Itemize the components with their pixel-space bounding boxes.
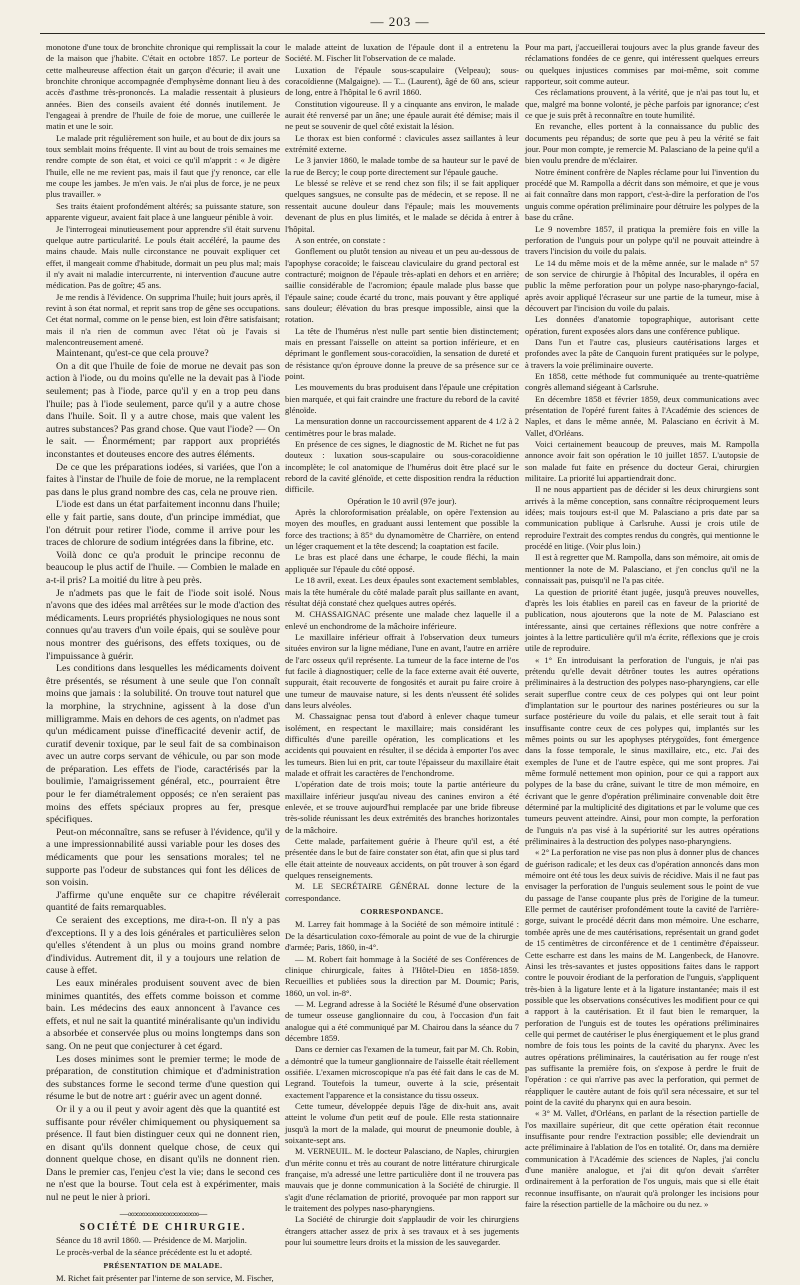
- paragraph: Les eaux minérales produisent souvent avec de bien minimes quantités, des effets comme boisson et comme bain. Les médecins des eaux annoncent à l'avance ces effets, et nul ne sait la quantité minéralisante qu'un individu a absorbée et conservée plus ou moins longtemps dans son sang. On ne peut que conjecturer à cet égard.: [46, 977, 280, 1052]
- paragraph: La question de priorité étant jugée, jusqu'à preuves nouvelles, d'après les lois établies en pareil cas en faveur de la priorité de publication, nous ajouterons que la note de M. Palasciano est intéressante, ainsi que certaines réflexions que notre confrère a jointes à la lettre particulière qu'il m'a écrite, réflexions que je crois utile de reproduire.: [525, 586, 759, 654]
- paragraph: Le maxillaire inférieur offrait à l'observation deux tumeurs situées environ sur la ligne médiane, l'une en avant, l'autre en arrière de l'arc osseux qu'il représente. La tumeur de la face interne de l'os fut facile à diagnostiquer; celle de la face externe avait été ouverte, suppurait, était recouverte de fongosités et aurait pu faire croire à une tumeur de mauvaise nature, si les dents n'eussent été solides dans leurs alvéoles.: [285, 631, 519, 710]
- paragraph: L'opération date de trois mois; toute la partie antérieure du maxillaire inférieur jusqu'au niveau des canines environ a été enlevée, et se trouve aujourd'hui remplacée par une bride fibreuse très-solide réunissant les deux extrémités des branches horizontales de la mâchoire.: [285, 779, 519, 835]
- paragraph: Le thorax est bien conformé : clavicules assez saillantes à leur extrémité externe.: [285, 132, 519, 155]
- paragraph: — M. Robert fait hommage à la Société de ses Conférences de clinique chirurgicale, faites à l'Hôtel-Dieu en 1858-1859. Recueillies et publiées sous la direction par M. Doumic; Paris, 1860, un vol. in-8°.: [285, 953, 519, 998]
- paragraph: M. LE SECRÉTAIRE GÉNÉRAL donne lecture de la correspondance.: [285, 881, 519, 903]
- paragraph: Les mouvements du bras produisent dans l'épaule une crépitation bien marquée, et qui fait craindre une fracture du rebord de la cavité glénoïde.: [285, 382, 519, 415]
- paragraph: De ce que les préparations iodées, si variées, que l'on a faites à l'instar de l'huile de foie de morue, ne la remplacent pas dans le plus grand nombre des cas, cela ne prouve rien.: [46, 461, 280, 498]
- paragraph: Ses traits étaient profondément altérés; sa puissante stature, son apparente vigueur, avaient fait place à une langueur pénible à voir.: [46, 200, 280, 223]
- paragraph: « 1° En introduisant la perforation de l'unguis, je n'ai pas prétendu qu'elle devait détrôner toutes les autres opérations préliminaires à la destruction des polypes naso-pharyngiens, car elle serait superflue contre ceux de ces polypes qui ont leur point d'implantation sur le pourtour des narines postérieures ou sur la surface postérieure du voile du palais, et elle serait tout à fait insuffisante contre ceux de ces polypes qui, implantés sur les mêmes points ou sur les apophyses ptérygoïdes, font émergence dans la fosse temporale, le sinus maxillaire, etc., etc. J'ai des exemples de l'une et de l'autre espèce, qui me sont propres. J'ai même formulé nettement mon opinion, pour ce qui a rapport aux polypes de la base du crâne, suivant le titre de mon mémoire, en écrivant que le genre d'opération préliminaire convenable doit être déterminé par la multiplicité des digitations et par le volume que ces tumeurs peuvent atteindre. Ainsi, pour mon compte, la perforation de l'unguis n'a pas visé à la supériorité sur les autres opérations préliminaires à la destruction des polypes naso-pharyngiens.: [525, 654, 759, 847]
- paragraph: Le malade prit régulièrement son huile, et au bout de dix jours sa toux semblait moins fréquente. Il vint au bout de trois semaines me rendre compte de son état, et voici ce qu'il m'apprit : « Je digère l'huile, elle ne me revient pas, mais il faut que j'y renonce, car elle me coupe les jambes. Je m'en vais. Je n'ai plus de force, je ne peux plus travailler. »: [46, 132, 280, 200]
- subsection-title: CORRESPONDANCE.: [360, 907, 444, 917]
- paragraph: Voici certainement beaucoup de preuves, mais M. Rampolla annonce avoir fait son opération le 10 juillet 1857. L'autopsie de son malade fut faite en présence du docteur Gerai, chirurgien militaire. La priorité lui appartiendrait donc.: [525, 439, 759, 484]
- paragraph: J'affirme qu'une enquête sur ce chapitre révélerait quantité de faits remarquables.: [46, 889, 280, 914]
- paragraph: — M. Legrand adresse à la Société le Résumé d'une observation de tumeur osseuse ganglionnaire du cou, à l'occasion d'un fait analogue qui a été communiqué par M. Chairou dans la séance du 7 décembre 1859.: [285, 998, 519, 1043]
- paragraph: Ce seraient des exceptions, me dira-t-on. Il n'y a pas d'exceptions. Il y a des lois générales et particulières selon qu'elles s'étendent à un plus ou moins grand nombre d'individus. Autrement dit, il y a toujours une relation de cause à effet.: [46, 915, 280, 977]
- paragraph: Dans l'un et l'autre cas, plusieurs cautérisations larges et profondes avec la pâte de Canquoin furent pratiquées sur le polype, à travers la voie préliminaire ouverte.: [525, 336, 759, 370]
- paragraph: Le bras est placé dans une écharpe, le coude fléchi, la main appliquée sur l'épaule du côté opposé.: [285, 552, 519, 574]
- paragraph: Je me rendis à l'évidence. On supprima l'huile; huit jours après, il revint à son état normal, et reprit sans trop de gêne ses occupations. Cet état normal, comme on le pense bien, est loin d'être satisfaisant; mais il n'a rien de commun avec l'état où je l'avais si malencontreusement amené.: [46, 291, 280, 347]
- column-left: [46, 42, 280, 1284]
- paragraph: La mensuration donne un raccourcissement apparent de 4 1/2 à 2 centimètres pour le bras malade.: [285, 416, 519, 438]
- paragraph: Voilà donc ce qu'a produit le principe reconnu de beaucoup le plus actif de l'huile. — Combien le malade en a-t-il pris? La moitié du litre à peu près.: [46, 549, 280, 586]
- paragraph: En 1858, cette méthode fut communiquée au trente-quatrième congrès allemand siégeant à Carlsruhe.: [525, 370, 759, 393]
- paragraph: Le 14 du même mois et de la même année, sur le malade n° 57 de son service de chirurgie à l'hôpital des Incurables, il opéra en public la même perforation pour un polype naso-pharyngo-facial, après avoir appliqué l'écraseur sur une partie de la tumeur, mise à découvert par l'incision du voile du palais.: [525, 257, 759, 313]
- section-ornament: —∞∞∞∞∞∞∞∞∞∞∞∞∞—: [119, 1208, 207, 1219]
- paragraph: Gonflement ou plutôt tension au niveau et un peu au-dessous de l'apophyse coracoïde; le faisceau claviculaire du grand pectoral est contracturé; moignon de l'épaule très-aplati en dehors et en arrière; saillie considérable de l'acromion; épaule malade plus basse que l'épaule saine; coude écarté du tronc, mais pouvant y être appliqué sans douleur; élévation du bras presque impossible, ainsi que la rotation.: [285, 246, 519, 325]
- paragraph: Je l'interrogeai minutieusement pour apprendre s'il était survenu quelque autre particularité. Le pouls était accéléré, la paume des mains chaude. Mais nulle circonstance ne pouvait expliquer cet effet, il mangeait comme d'habitude, dormait un peu plus mal; mais il n'y avait ni maladie intercurrente, ni intervention d'aucune autre médication. Pas de goître; 45 ans.: [46, 223, 280, 291]
- section-title: SOCIÉTÉ DE CHIRURGIE.: [79, 1222, 247, 1233]
- paragraph: Il est à regretter que M. Rampolla, dans son mémoire, ait omis de mentionner la note de M. Palasciano, et j'en conclus qu'il ne la connaissait pas, puisqu'il ne l'a pas citée.: [525, 552, 759, 586]
- paragraph: M. VERNEUIL. M. le docteur Palasciano, de Naples, chirurgien d'un mérite connu et très au courant de notre littérature chirurgicale française, m'a adressé une lettre particulière dont il ne trouvera pas mauvais que je donne communication à la Société de chirurgie. Il s'agit d'une réclamation de priorité, provoquée par mon rapport sur le traitement des polypes naso-pharyngiens.: [285, 1146, 519, 1214]
- paragraph: Il ne nous appartient pas de décider si les deux chirurgiens sont arrivés à la même conception, sans connaître réciproquement leurs idées; mais toujours est-il que M. Palasciano a pris date par sa communication publique à Carlsruhe. Aussi je crois utile de reproduire l'extrait des comptes rendus du congrès, qui mentionne le procédé en litige. (Voir plus loin.): [525, 484, 759, 552]
- paragraph: Or il y a ou il peut y avoir agent dès que la quantité est suffisante pour révéler chimiquement ou physiquement sa présence. Il faut bien distinguer ceux qui ne donnent rien, en disant qu'ils donnent quelque chose, de ceux qui donnent quelque chose, en disant qu'ils ne donnent rien. Dans le premier cas, l'enjeu c'est la vie; dans le second ces ne n'est que la bourse. Tout cela est à expérimenter, mais nul ne peut le nier à priori.: [46, 1103, 280, 1204]
- paragraph: Peut-on méconnaître, sans se refuser à l'évidence, qu'il y a une impressionnabilité aussi variable pour les doses des médicaments que pour les sensations morales; tel ne supporte pas l'odeur de substances qui font les délices de son voisin.: [46, 826, 280, 889]
- paragraph: « 2° La perforation ne vise pas non plus à donner plus de chances de guérison radicale; et les deux cas d'opération annoncés dans mon mémoire ont été tous les deux suivis de récidive. Mais il ne faut pas envisager la perforation de l'unguis seulement sous le point de vue du passage de l'anse coupante plus près de l'origine de la tumeur. Elle permet de cautériser profondément toute la cavité de l'arrière-gorge, suivant le procédé décrit dans mon mémoire. Une escharre, tombée après une de mes cautérisations, représentait un grand godet de 15 centimètres de circonférence et de 1 centimètre d'épaisseur. Cette escharre est dans les mains de M. Langenbeck, de Hanovre. Ainsi les très-savantes et justes oppositions faites dans le rapport contre le pouvoir érodiant de la perforation de l'unguis, s'appliquent très-bien à la ligature lente et à la ligature instantanée; mais il est possible que les observations consécutives les modifient pour ce qui a rapport à la cautérisation. Et il faut bien le remarquer, la perforation de l'unguis est de toutes les opérations préliminaires celle qui permet de cautériser le plus énergiquement et le plus grand nombre de fois tous les points de la cavité du pharynx. Avec les autres opérations préliminaires, la cautérisation au fer rouge n'est pas suffisante la première fois, on s'expose à perdre le fruit de l'opération : ce qui n'arrive pas avec la perforation, qui permet de réappliquer le cautère autant de fois qu'il sera nécessaire, et sur tel point de la cavité du pharynx qui en aura besoin.: [525, 847, 759, 1107]
- paragraph: M. Larrey fait hommage à la Société de son mémoire intitulé : De la désarticulation coxo-fémorale au point de vue de la chirurgie d'armée; Paris, 1860, in-4°.: [285, 919, 519, 953]
- paragraph: En présence de ces signes, le diagnostic de M. Richet ne fut pas douteux : luxation sous-scapulaire ou sous-coracoïdienne incomplète; le col anatomique de l'humérus doit être placé sur le rebord de la cavité glénoïde, et cette disposition rendra la réduction difficile.: [285, 439, 519, 495]
- paragraph: La tête de l'humérus n'est nulle part sentie bien distinctement; mais en pressant l'aisselle on atteint sa portion inférieure, et en déprimant le gonflement sous-coracoïdien, la sensation de dureté et de résistance qu'on éprouve donne la preuve de sa présence sur ce point.: [285, 325, 519, 381]
- paragraph: Les conditions dans lesquelles les médicaments doivent être présentés, se résument à une seule que l'on connaît moins que jamais : la solubilité. On trouve tout naturel que la morphine, la strychnine, agissent à la dose d'un milligramme. Mais en dehors de ces agents, on n'admet pas qu'un médicament puisse d'inefficacité devenir actif, de curatif devenir toxique, par le seul fait de sa combinaison avec un autre corps servant de véhicule, ou par son mode de préparation. Les effets de l'iode, caractérisés par la boulimie, l'amaigrissement général, etc., pourraient être pour le fer diamétralement opposés; ce n'en seraient pas moins des effets spéciaux propres au fer, presque spécifiques.: [46, 663, 280, 826]
- seance-line: Séance du 18 avril 1860. — Présidence de M. Marjolin.: [56, 1235, 247, 1246]
- paragraph: le malade atteint de luxation de l'épaule dont il a entretenu la Société. M. Fischer lit l'observation de ce malade.: [285, 42, 519, 64]
- paragraph: M. Richet fait présenter par l'interne de son service, M. Fischer,: [56, 1273, 274, 1284]
- paragraph: Ces réclamations prouvent, à la vérité, que je n'ai pas tout lu, et que, malgré ma bonne volonté, je pèche parfois par ignorance; c'est ce que je suis prêt à reconnaître en toute humilité.: [525, 87, 759, 121]
- paragraph: M. CHASSAIGNAC présente une malade chez laquelle il a enlevé un enchondrome de la mâchoire inférieure.: [285, 609, 519, 631]
- paragraph: Cette tumeur, développée depuis l'âge de dix-huit ans, avait atteint le volume d'un petit œuf de poule. Elle resta stationnaire jusqu'à la mort de la malade, qui mourut de pneumonie double, à soixante-sept ans.: [285, 1100, 519, 1145]
- paragraph: Le 9 novembre 1857, il pratiqua la première fois en ville la perforation de l'unguis pour un polype qu'il ne pouvait atteindre à travers l'incision du voile du palais.: [525, 223, 759, 257]
- paragraph: Cette malade, parfaitement guérie à l'heure qu'il est, a été présentée dans le but de faire constater son état, afin que si plus tard elle était atteinte de nouveaux accidents, on pût trouver à son égard quelques renseignements.: [285, 836, 519, 881]
- paragraph: Le blessé se relève et se rend chez son fils; il se fait appliquer quelques sangsues, ne consulte pas de médecin, et se repose. Il ne ressentait aucune douleur dans l'épaule; mais les mouvements devenant de plus en plus limités, et le malade se décida à entrer à l'hôpital.: [285, 178, 519, 234]
- paragraph: M. Chassaignac pensa tout d'abord à enlever chaque tumeur isolément, en respectant le maxillaire; mais considérant les difficultés d'une pareille opération, les complications et les accidents qui pouvaient en résulter, il se décida à emporter l'os avec les tumeurs. Bien lui en prit, car toute l'épaisseur du maxillaire était malade et offrait les caractères de l'enchondrome.: [285, 711, 519, 778]
- paragraph: On a dit que l'huile de foie de morue ne devait pas son action à l'iode, ou du moins qu'elle ne la devait pas à l'iode seulement; pas à l'iode, parce qu'il y en a trop peu dans l'huile; pas à l'iode seulement, parce qu'il y a autre chose dans l'huile. Soit. Il y a autre chose, mais que valent les autres substances? Pas grand chose. Que vaut l'iode? — On le sait. — Énormément; par rapport aux propriétés inconstantes et douteuses encore des autres éléments.: [46, 360, 280, 461]
- column-middle: [285, 42, 519, 1248]
- header-rule: [40, 33, 765, 34]
- paragraph: A son entrée, on constate :: [295, 234, 386, 245]
- paragraph: Luxation de l'épaule sous-scapulaire (Velpeau); sous-coracoïdienne (Malgaigne). — T... (Laurent), âgé de 60 ans, scieur de long, entre à l'hôpital le 6 avril 1860.: [285, 64, 519, 98]
- paragraph: En décembre 1858 et février 1859, deux communications avec présentation de l'opéré furent faites à l'Académie des sciences de Naples, et dans le même année, M. Palasciano en écrivit à M. Vallet, d'Orléans.: [525, 393, 759, 438]
- paragraph: Le 18 avril, exeat. Les deux épaules sont exactement semblables, mais la tête humérale du côté malade paraît plus saillante en avant, résultat déjà constaté chez quelques autres opérés.: [285, 575, 519, 608]
- paragraph: Je n'admets pas que le fait de l'iode soit isolé. Nous n'avons que des idées mal arrêtées sur le mode d'action des médicaments. Leurs propriétés physiologiques ne nous sont connues qu'au travers d'un voile épais, qui se soulève pour nous montrer des guérisons, des effets toxiques, ou de l'impuissance à guérir.: [46, 587, 280, 662]
- paragraph: Pour ma part, j'accueillerai toujours avec la plus grande faveur des réclamations fondées de ce genre, qui intéressent quelques erreurs ou quelques injustices commises par moi-même, soit comme rapporteur, soit comme auteur.: [525, 42, 759, 87]
- proces-verbal: Le procès-verbal de la séance précédente est lu et adopté.: [56, 1246, 252, 1257]
- paragraph: La Société de chirurgie doit s'applaudir de voir les chirurgiens étrangers attacher assez de prix à ses travaux et à ses jugements pour lui soumettre leurs droits et la mission de les sauvegarder.: [285, 1214, 519, 1248]
- column-right: [525, 42, 759, 1210]
- paragraph: Opération le 10 avril (97e jour).: [347, 495, 457, 506]
- paragraph: Le 3 janvier 1860, le malade tombe de sa hauteur sur le pavé de la rue de Bercy; le coup porte directement sur l'épaule gauche.: [285, 155, 519, 177]
- paragraph: Notre éminent confrère de Naples réclame pour lui l'invention du procédé que M. Rampolla a décrit dans son mémoire, et que je vous ai fait connaître dans mon rapport, c'est-à-dire la perforation de l'os unguis comme opération préliminaire pour détruire les polypes de la base du crâne.: [525, 166, 759, 223]
- paragraph: Dans ce dernier cas l'examen de la tumeur, fait par M. Ch. Robin, a démontré que la tumeur ganglionnaire de l'aisselle était réellement ossifiée. L'examen microscopique n'a pas été fait dans le cas de M. Legrand. Toutefois la tumeur, ouverte à la scie, présentait exactement l'apparence et la consistance du tissu osseux.: [285, 1044, 519, 1100]
- paragraph: En revanche, elles portent à la connaissance du public des documents peu répandus; de sorte que peu à peu la vérité se fait jour. Pour mon compte, je remercie M. Palasciano de la peine qu'il a bien voulu prendre de m'éclairer.: [525, 121, 759, 166]
- page-number: — 203 —: [370, 14, 430, 29]
- paragraph: Constitution vigoureuse. Il y a cinquante ans environ, le malade aurait été renversé par un âne; une épaule aurait été démise; mais il ne peut se souvenir de quel côté existait la lésion.: [285, 98, 519, 132]
- paragraph: monotone d'une toux de bronchite chronique qui remplissait la cour de la maison que j'habite. C'était en octobre 1857. Le porteur de cette malheureuse affection était un garçon d'écurie; il avait une bronchite chronique accompagnée d'emphysème donnant lieu à des accès d'asthme très-prononcés. La maladie ressentait à plusieurs années. Bien des conseils avaient été donnés inutilement. Je l'engageai à prendre de l'huile de foie de morue, une cuillerée le matin et une le soir.: [46, 42, 280, 132]
- paragraph: Après la chloroformisation préalable, on opère l'extension au moyen des moufles, en graduant aussi lentement que possible la force des tractions; à 85° du dynamomètre de Charrière, on entend un léger craquement et la tête descend; la coaptation est facile.: [285, 507, 519, 552]
- paragraph: « 3° M. Vallet, d'Orléans, en parlant de la résection partielle de l'os maxillaire supérieur, dit que cette opération était reconnue insuffisante pour rendre l'extraction possible; elle deviendrait un acte préliminaire à l'ablation de l'os en totalité. Or, dans ma dernière communication à l'Académie des sciences de Naples, j'ai conclu d'une manière analogue, et j'ai dit qu'on devait s'arrêter ordinairement à la perforation de l'os unguis, mais que si elle était reconnue insuffisante, on n'aurait qu'à prolonger les incisions pour faire la résection partielle de la mâchoire ou du nez. »: [525, 1108, 759, 1210]
- paragraph: L'iode est dans un état parfaitement inconnu dans l'huile; elle y fait partie, sans doute, d'un principe immédiat, que l'on détruit pour retirer l'iode, comme il arrive pour les traces de chlorure de sodium intégrées dans la fibrine, etc.: [46, 499, 280, 549]
- paragraph: Les données d'anatomie topographique, autorisant cette opération, furent exposées alors dans une conférence publique.: [525, 314, 759, 336]
- paragraph: Maintenant, qu'est-ce que cela prouve?: [56, 348, 209, 360]
- paragraph: Les doses minimes sont le premier terme; le mode de préparation, de constitution chimique et d'administration des substances forme le second terme d'une question qui résume le but de notre art : guérir avec un agent donné.: [46, 1053, 280, 1103]
- subsection-title: PRÉSENTATION DE MALADE.: [103, 1261, 223, 1271]
